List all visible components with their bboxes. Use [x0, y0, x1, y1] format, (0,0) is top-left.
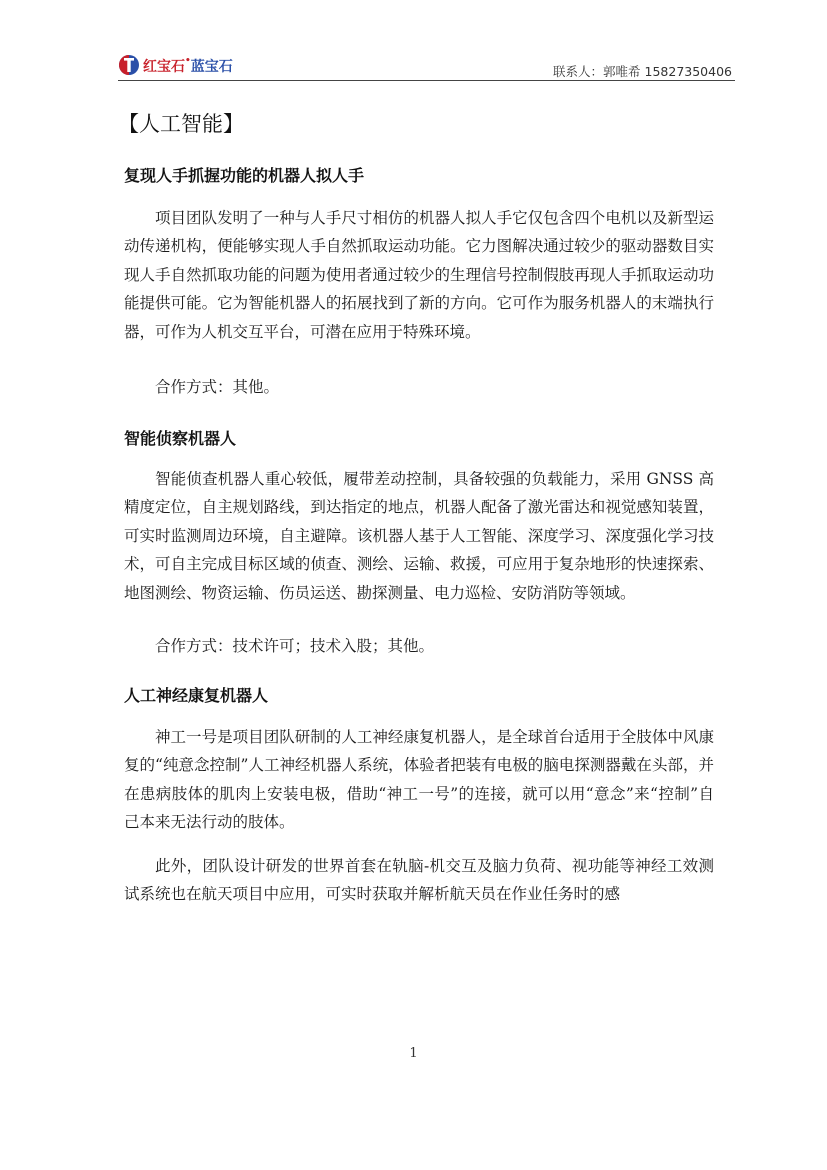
section-title: 【人工智能】 [118, 112, 244, 136]
page-number: 1 [409, 1046, 418, 1061]
item-coop-robot-hand: 合作方式：其他。 [155, 378, 280, 396]
item-body2-rehab-robot: 此外，团队设计研发的世界首套在轨脑-机交互及脑力负荷、视功能等神经工效测试系统也在航天项目中应用，可实时获取并解析航天员在作业任务时的感 [124, 857, 714, 904]
item-coop-recon-robot: 合作方式：技术许可；技术入股；其他。 [155, 637, 435, 655]
logo-mark-icon [118, 54, 140, 76]
header-divider [118, 80, 735, 81]
item-title-recon-robot: 智能侦察机器人 [124, 429, 237, 448]
logo-text-red: 红宝石 [143, 59, 185, 75]
company-logo [118, 52, 248, 78]
logo-text-blue: 蓝宝石 [190, 59, 233, 75]
page-header [118, 52, 734, 82]
item-body-robot-hand: 项目团队发明了一种与人手尺寸相仿的机器人拟人手它仅包含四个电机以及新型运动传递机构，便能够实现人手自然抓取运动功能。它力图解决通过较少的驱动器数目实现人手自然抓取功能的问题为使用者通过较少的生理信号控制假肢再现人手抓取运动功能提供可能。它为智能机器人的拓展找到了新的方向。它可作为服务机器人的末端执行器，可作为人机交互平台，可潜在应用于特殊环境。 [124, 209, 714, 341]
logo-dot: • [185, 56, 191, 66]
contact-info: 联系人：郭唯希 15827350406 [553, 64, 732, 79]
item-title-rehab-robot: 人工神经康复机器人 [124, 686, 269, 705]
item-body-rehab-robot: 神工一号是项目团队研制的人工神经康复机器人，是全球首台适用于全肢体中风康复的“纯意念控制”人工神经机器人系统，体验者把装有电极的脑电探测器戴在头部，并在患病肢体的肌肉上安装电极，借助“神工一号”的连接，就可以用“意念”来“控制”自己本来无法行动的肢体。 [124, 728, 714, 832]
item-body-recon-robot: 智能侦查机器人重心较低，履带差动控制，具备较强的负载能力，采用 GNSS 高精度定位，自主规划路线，到达指定的地点，机器人配备了激光雷达和视觉感知装置，可实时监测周边环境，自主避障。该机器人基于人工智能、深度学习、深度强化学习技术，可自主完成目标区域的侦查、测绘、运输、救援，可应用于复杂地形的快速探索、地图测绘、物资运输、伤员运送、勘探测量、电力巡检、安防消防等领域。 [124, 470, 714, 602]
item-title-robot-hand: 复现人手抓握功能的机器人拟人手 [124, 166, 365, 185]
logo-text [143, 56, 233, 76]
